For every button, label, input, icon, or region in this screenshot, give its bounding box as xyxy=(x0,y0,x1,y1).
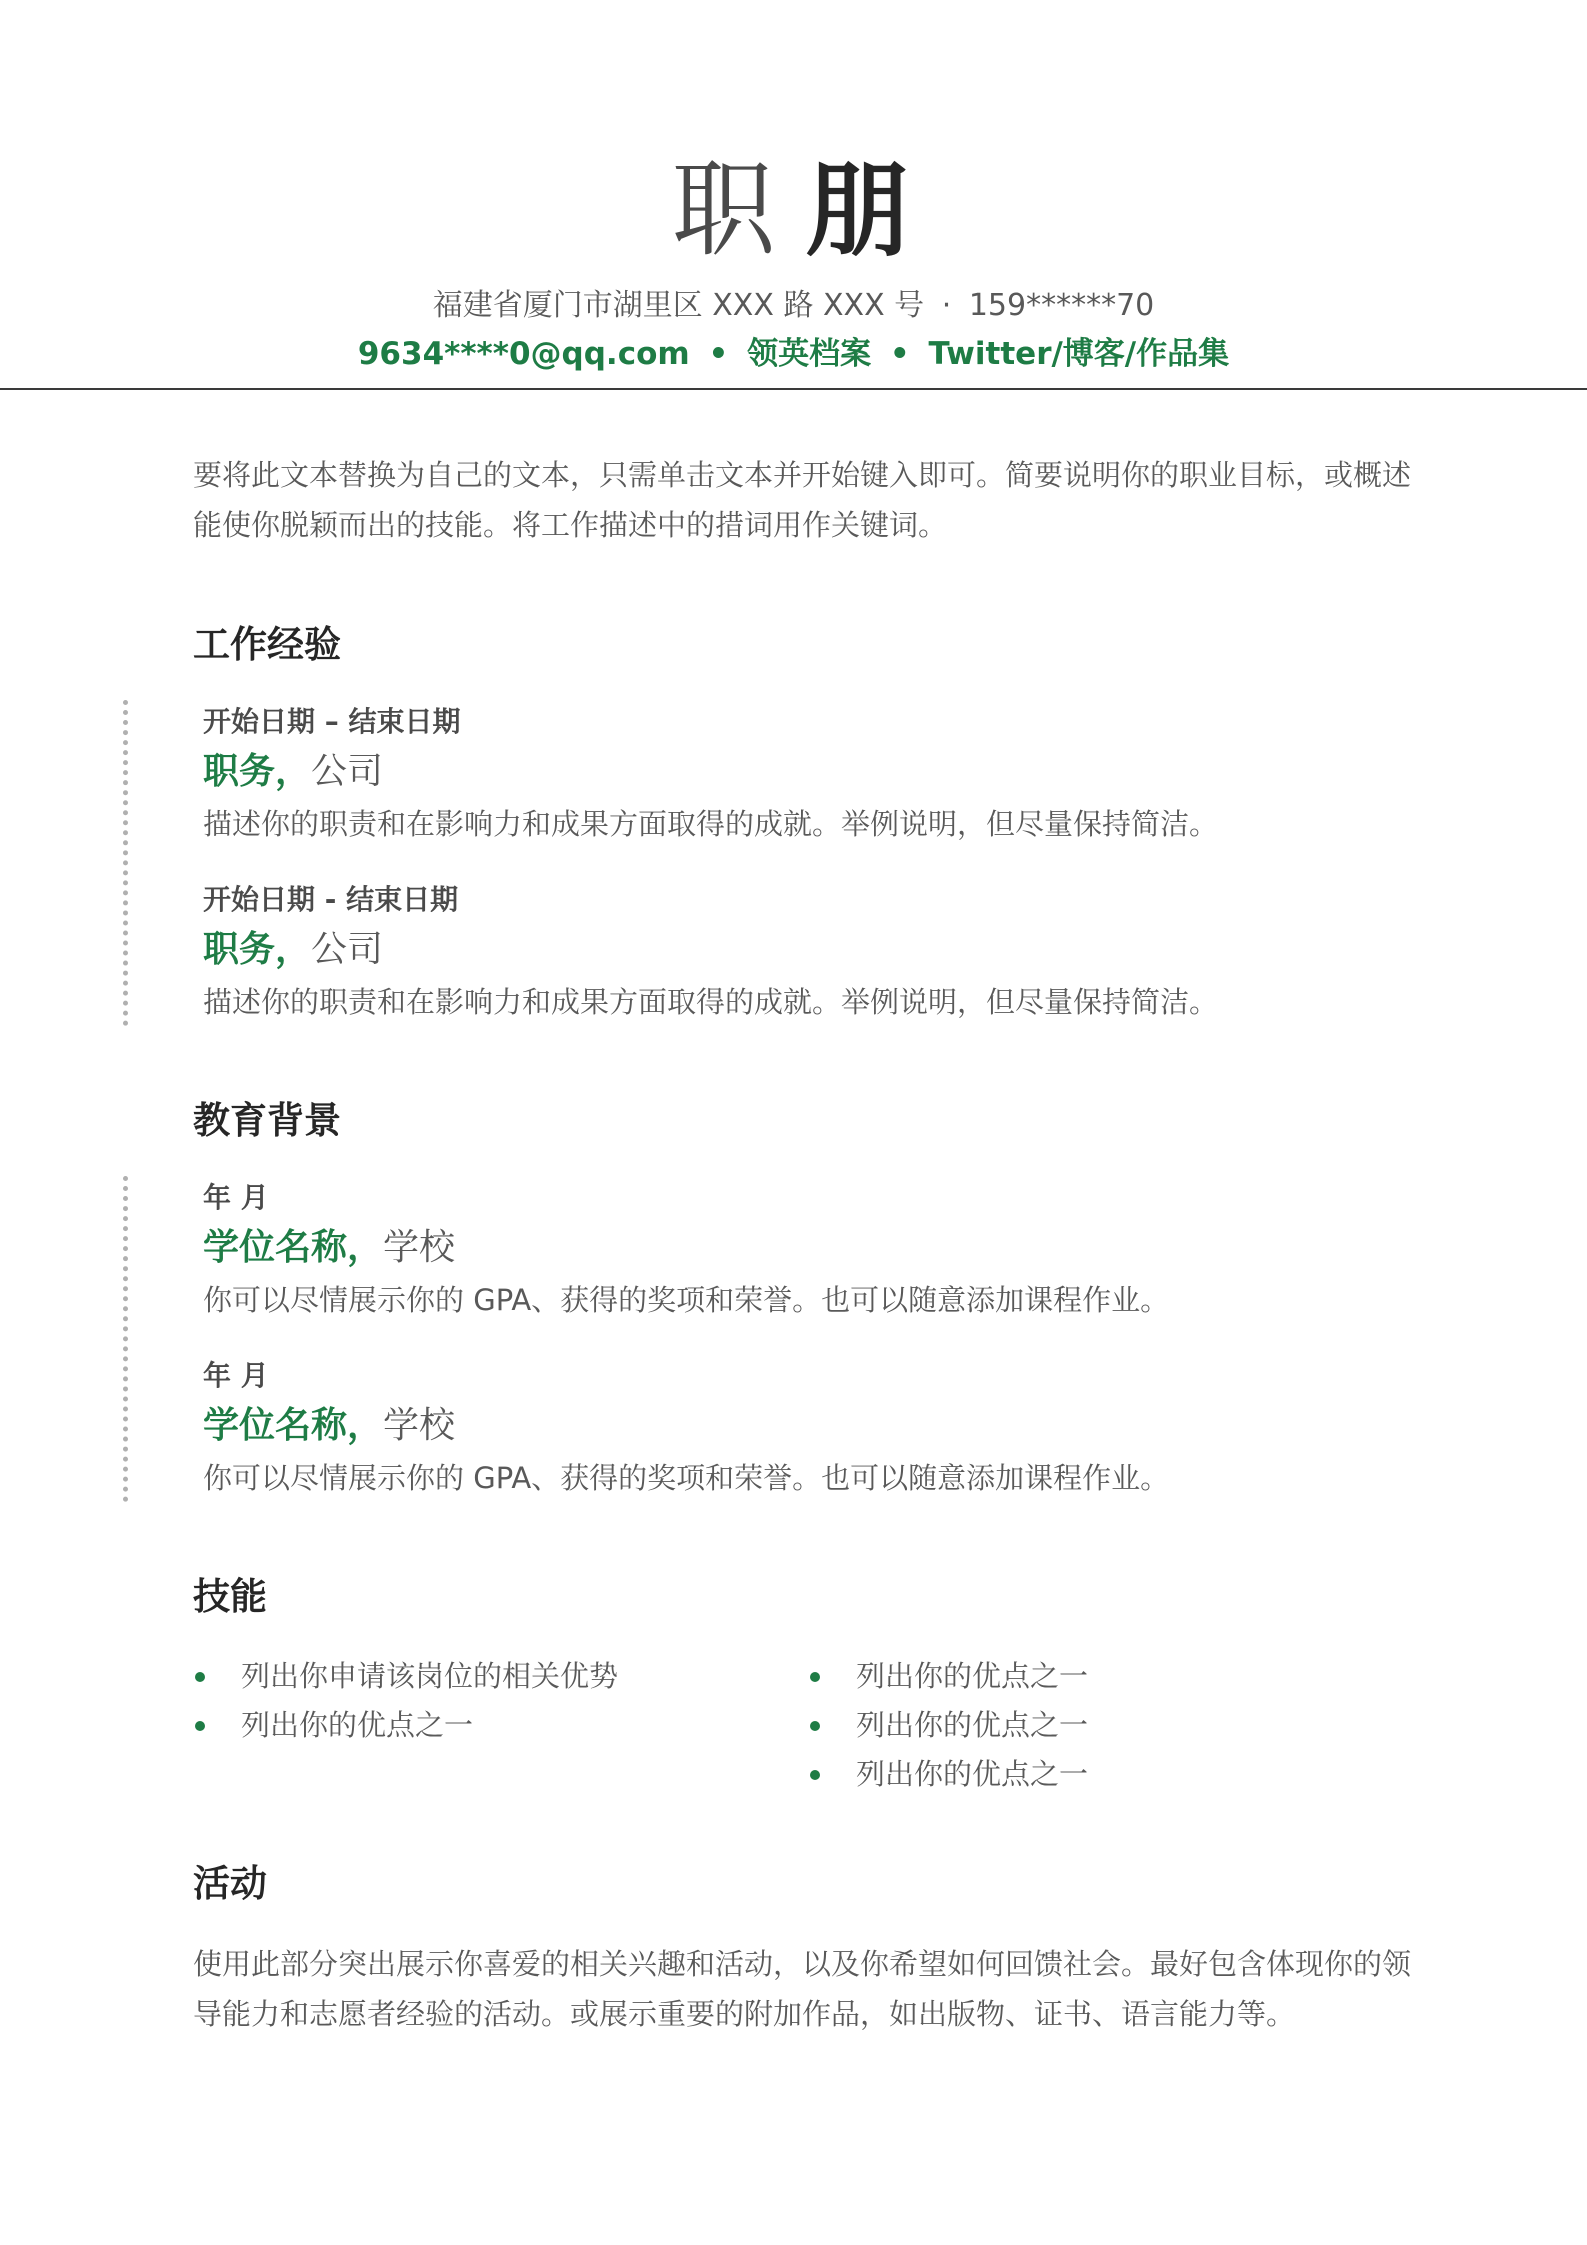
resume-header xyxy=(0,0,1587,390)
skills-column-right xyxy=(808,1652,1423,1799)
entry-date: 年 月 xyxy=(203,1181,269,1214)
link-separator: • xyxy=(889,336,910,372)
contact-line-links xyxy=(0,334,1587,374)
contact-line-address xyxy=(0,286,1587,326)
entry-date: 年 月 xyxy=(203,1359,269,1392)
entry-description: 描述你的职责和在影响力和成果方面取得的成就。举例说明，但尽量保持简洁。 xyxy=(203,985,1219,1019)
skill-text: 列出你的优点之一 xyxy=(856,1757,1089,1791)
phone: 159******70 xyxy=(968,288,1155,323)
school: 学校 xyxy=(383,1227,456,1268)
skill-item xyxy=(193,1652,808,1701)
activities-text: 使用此部分突出展示你喜爱的相关兴趣和活动，以及你希望如何回馈社会。最好包含体现你的领导能力和志愿者经验的活动。或展示重要的附加作品，如出版物、证书、语言能力等。 xyxy=(193,1947,1412,2031)
skill-item xyxy=(808,1701,1423,1750)
skill-item xyxy=(193,1701,808,1750)
experience-entry xyxy=(203,878,1423,1026)
entry-title xyxy=(203,1398,1423,1454)
job-title: 职务， xyxy=(203,751,312,792)
entry-title xyxy=(203,922,1423,978)
section-title-education: 教育背景 xyxy=(193,1099,341,1142)
degree-name: 学位名称， xyxy=(203,1227,384,1268)
bullet-icon xyxy=(810,1672,820,1682)
education-list xyxy=(193,1176,1423,1502)
address: 福建省厦门市湖里区 XXX 路 XXX 号 xyxy=(432,288,925,323)
job-title: 职务， xyxy=(203,929,312,970)
skill-text: 列出你的优点之一 xyxy=(856,1708,1089,1742)
section-title-activities: 活动 xyxy=(193,1862,267,1905)
first-name: 朋 xyxy=(805,149,916,271)
entry-description: 描述你的职责和在影响力和成果方面取得的成就。举例说明，但尽量保持简洁。 xyxy=(203,807,1219,841)
skills-column-left xyxy=(193,1652,808,1799)
degree-name: 学位名称， xyxy=(203,1405,384,1446)
skill-text: 列出你申请该岗位的相关优势 xyxy=(241,1659,619,1693)
skill-text: 列出你的优点之一 xyxy=(241,1708,474,1742)
bullet-icon xyxy=(810,1721,820,1731)
experience-entry xyxy=(203,700,1423,848)
skills-list xyxy=(193,1652,1423,1799)
bullet-icon xyxy=(810,1770,820,1780)
email-link[interactable]: 9634****0@qq.com xyxy=(357,336,690,372)
entry-description: 你可以尽情展示你的 GPA、获得的奖项和荣誉。也可以随意添加课程作业。 xyxy=(203,1283,1170,1317)
skill-item xyxy=(808,1750,1423,1799)
entry-description: 你可以尽情展示你的 GPA、获得的奖项和荣誉。也可以随意添加课程作业。 xyxy=(203,1461,1170,1495)
linkedin-link[interactable]: 领英档案 xyxy=(747,336,872,372)
education-entry xyxy=(203,1354,1423,1502)
skill-text: 列出你的优点之一 xyxy=(856,1659,1089,1693)
link-separator: • xyxy=(708,336,729,372)
school: 学校 xyxy=(383,1405,456,1446)
summary-text: 要将此文本替换为自己的文本，只需单击文本并开始键入即可。简要说明你的职业目标，或概述能使你脱颖而出的技能。将工作描述中的措词用作关键词。 xyxy=(193,458,1412,542)
resume-body xyxy=(193,450,1423,2039)
entry-date: 开始日期 – 结束日期 xyxy=(203,705,461,738)
education-entry xyxy=(203,1176,1423,1324)
address-separator: · xyxy=(941,288,952,323)
last-name: 职 xyxy=(671,149,782,271)
company: 公司 xyxy=(311,929,384,970)
entry-title xyxy=(203,1220,1423,1276)
company: 公司 xyxy=(311,751,384,792)
section-title-skills: 技能 xyxy=(193,1575,267,1618)
entry-date: 开始日期 - 结束日期 xyxy=(203,883,459,916)
social-link[interactable]: Twitter/博客/作品集 xyxy=(928,336,1230,372)
skill-item xyxy=(808,1652,1423,1701)
bullet-icon xyxy=(195,1721,205,1731)
experience-list xyxy=(193,700,1423,1026)
entry-title xyxy=(203,744,1423,800)
candidate-name xyxy=(0,150,1587,270)
bullet-icon xyxy=(195,1672,205,1682)
section-title-experience: 工作经验 xyxy=(193,623,341,666)
